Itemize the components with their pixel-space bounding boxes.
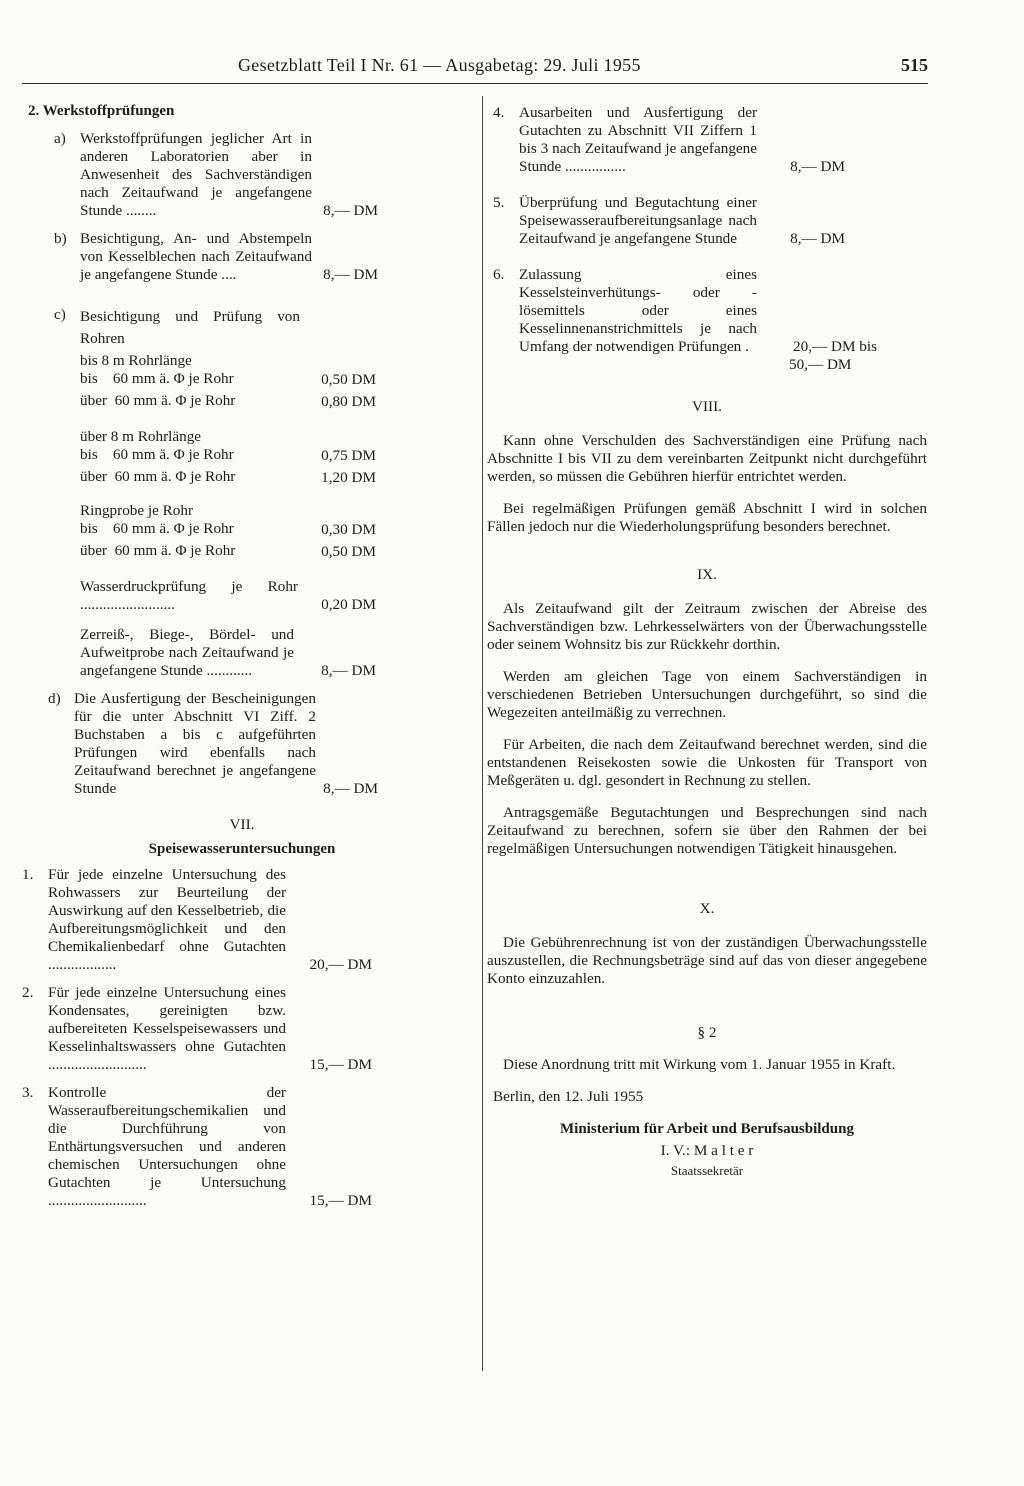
section-ix-paragraph-3: Für Arbeiten, die nach dem Zeitaufwand berechnet werden, sind die entstandenen Reisekosten sowie die Unkosten für Transport von Meßgeräten u. dgl. gesondert in Rechnung zu stellen. xyxy=(487,736,927,789)
c-row-2-text: über 60 mm ä. Φ je Rohr xyxy=(80,392,236,409)
item-c-label: c) xyxy=(54,306,66,323)
section-title-werkstoff: 2. Werkstoffprüfungen xyxy=(28,103,175,119)
item-c-text: Besichtigung und Prüfung von Rohren xyxy=(80,308,300,347)
item-b xyxy=(54,230,462,284)
item-a-fee: 8,— DM xyxy=(323,202,378,219)
column-divider xyxy=(482,96,483,1371)
c-sub-heading-2: über 8 m Rohrlänge xyxy=(80,428,202,445)
c-sub-heading-1: bis 8 m Rohrlänge xyxy=(80,352,192,369)
vii-item-1-text: Für jede einzelne Untersuchung des Rohwassers zur Beurteilung der Auswirkung auf den Kesselbetrieb, die Aufbereitungsmöglichkeit und den Chemikalienbedarf ohne Gutachten .................. xyxy=(48,866,286,973)
vii-item-6 xyxy=(493,266,927,356)
page-number: 515 xyxy=(901,55,928,75)
c-sub-heading-3: Ringprobe je Rohr xyxy=(80,502,194,519)
item-d-fee: 8,— DM xyxy=(323,780,378,797)
c-row-5 xyxy=(80,520,376,542)
section-viii-paragraph-1: Kann ohne Verschulden des Sachverständigen eine Prüfung nach Abschnitte I bis VII zu dem vereinbarten Zeitpunkt nicht durchgeführt werden, so müssen die Gebühren hierfür entrichtet werden. xyxy=(487,432,927,485)
item-d xyxy=(48,690,462,798)
right-column xyxy=(487,104,927,1180)
item-b-fee: 8,— DM xyxy=(323,266,378,283)
c-wasser-fee: 0,20 DM xyxy=(321,596,376,613)
section-x-paragraph-1: Die Gebührenrechnung ist von der zuständigen Überwachungsstelle auszustellen, die Rechnungsbeträge sind auf das von dieser angegebene Konto einzuzahlen. xyxy=(487,934,927,987)
signer-role: Staatssekretär xyxy=(670,1163,744,1178)
section-vii-number: VII. xyxy=(229,816,255,833)
vii-item-6-label: 6. xyxy=(493,266,505,283)
paragraph-2-text: Diese Anordnung tritt mit Wirkung vom 1. Januar 1955 in Kraft. xyxy=(503,1056,896,1073)
c-row-6-text: über 60 mm ä. Φ je Rohr xyxy=(80,542,236,559)
c-zerreiss-text: Zerreiß-, Biege-, Bördel- und Aufweitprobe nach Zeitaufwand je angefangene Stunde ............ xyxy=(80,626,294,679)
section-x-number: X. xyxy=(699,900,715,917)
vii-item-2-fee: 15,— DM xyxy=(309,1056,372,1073)
item-b-label: b) xyxy=(54,230,67,247)
paragraph-2-number: § 2 xyxy=(697,1024,717,1041)
vii-item-2-text: Für jede einzelne Untersuchung eines Kondensates, gereinigten bzw. aufbereiteten Kesselspeisewassers und Kesselinhaltswassers ohne Gutachten .......................... xyxy=(48,984,286,1073)
c-zerreiss-fee: 8,— DM xyxy=(321,662,376,679)
vii-item-6-fee-from: 20,— DM bis xyxy=(793,338,877,355)
c-row-3 xyxy=(80,446,376,468)
vii-item-3-text: Kontrolle der Wasseraufbereitungschemikalien und die Durchführung von Enthärtungsversuchen und anderen chemischen Untersuchungen ohne Gutachten je Untersuchung .......................... xyxy=(48,1084,286,1209)
section-viii-number: VIII. xyxy=(692,398,722,415)
vii-item-6-fee-to: 50,— DM xyxy=(789,356,852,373)
signer-name: I. V.: M a l t e r xyxy=(660,1142,754,1159)
item-b-text: Besichtigung, An- und Abstempeln von Kesselblechen nach Zeitaufwand je angefangene Stunde .... xyxy=(80,230,312,283)
vii-item-1-label: 1. xyxy=(22,866,34,883)
vii-item-5-text: Überprüfung und Begutachtung einer Speisewasseraufbereitungsanlage nach Zeitaufwand je angefangene Stunde xyxy=(519,194,757,247)
c-wasser-text: Wasserdruckprüfung je Rohr ......................... xyxy=(80,578,298,613)
c-row-2 xyxy=(80,392,376,414)
c-row-4-text: über 60 mm ä. Φ je Rohr xyxy=(80,468,236,485)
c-wasser xyxy=(80,578,376,614)
vii-item-3-fee: 15,— DM xyxy=(309,1192,372,1209)
vii-item-3 xyxy=(22,1084,462,1210)
item-c xyxy=(54,306,462,350)
c-row-4 xyxy=(80,468,376,490)
section-ix-paragraph-2: Werden am gleichen Tage von einem Sachverständigen in verschiedenen Betrieben Untersuchungen durchgeführt, so sind die Wegezeiten anteilmäßig zu verrechnen. xyxy=(487,668,927,721)
section-viii-paragraph-2: Bei regelmäßigen Prüfungen gemäß Abschnitt I wird in solchen Fällen jedoch nur die Wiederholungsprüfung besonders berechnet. xyxy=(487,500,927,535)
section-ix-paragraph-4: Antragsgemäße Begutachtungen und Besprechungen sind nach Zeitaufwand zu berechnen, sofern sie über den Rahmen der bei regelmäßigen Untersuchungen notwendigen Tätigkeit hinausgehen. xyxy=(487,804,927,857)
c-row-3-fee: 0,75 DM xyxy=(321,447,376,464)
vii-item-3-label: 3. xyxy=(22,1084,34,1101)
vii-item-4-label: 4. xyxy=(493,104,505,121)
vii-item-5-label: 5. xyxy=(493,194,505,211)
item-d-text: Die Ausfertigung der Bescheinigungen für die unter Abschnitt VI Ziff. 2 Buchstaben a bis c aufgeführten Prüfungen wird ebenfalls nach Zeitaufwand berechnet je angefangene Stunde xyxy=(74,690,316,797)
c-row-3-text: bis 60 mm ä. Φ je Rohr xyxy=(80,446,234,463)
header-title: Gesetzblatt Teil I Nr. 61 — Ausgabetag: 29. Juli 1955 xyxy=(238,55,641,75)
ministry-name: Ministerium für Arbeit und Berufsausbildung xyxy=(560,1121,854,1137)
vii-item-1 xyxy=(22,866,462,974)
item-c-tables xyxy=(80,352,376,680)
vii-item-5-fee: 8,— DM xyxy=(790,230,845,247)
c-row-6-fee: 0,50 DM xyxy=(321,543,376,560)
vii-item-2 xyxy=(22,984,462,1074)
c-row-1 xyxy=(80,370,376,392)
section-vii-title: Speisewasseruntersuchungen xyxy=(148,841,336,857)
vii-item-2-label: 2. xyxy=(22,984,34,1001)
left-column xyxy=(22,102,462,1210)
date-line: Berlin, den 12. Juli 1955 xyxy=(493,1088,644,1105)
c-row-2-fee: 0,80 DM xyxy=(321,393,376,410)
vii-item-4-fee: 8,— DM xyxy=(790,158,845,175)
section-ix-paragraph-1: Als Zeitaufwand gilt der Zeitraum zwischen der Abreise des Sachverständigen bzw. Lehrkesselwärters von der Überwachungsstelle oder seinem Wohnsitz bis zur Rückkehr dorthin. xyxy=(487,600,927,653)
vii-item-4-text: Ausarbeiten und Ausfertigung der Gutachten zu Abschnitt VII Ziffern 1 bis 3 nach Zeitaufwand je angefangene Stunde ................ xyxy=(519,104,757,175)
item-d-label: d) xyxy=(48,690,61,707)
section-ix-number: IX. xyxy=(697,566,717,583)
item-a-label: a) xyxy=(54,130,66,147)
c-row-6 xyxy=(80,542,376,564)
vii-item-4 xyxy=(493,104,927,176)
vii-item-6-text: Zulassung eines Kesselsteinverhütungs- oder -lösemittels oder eines Kesselinnenanstrichmittels je nach Umfang der notwendigen Prüfungen . xyxy=(519,266,757,355)
c-row-4-fee: 1,20 DM xyxy=(321,469,376,486)
c-row-5-text: bis 60 mm ä. Φ je Rohr xyxy=(80,520,234,537)
c-zerreiss xyxy=(80,626,376,680)
c-row-1-fee: 0,50 DM xyxy=(321,371,376,388)
c-row-1-text: bis 60 mm ä. Φ je Rohr xyxy=(80,370,234,387)
vii-item-1-fee: 20,— DM xyxy=(309,956,372,973)
page-header xyxy=(238,55,928,83)
item-a-text: Werkstoffprüfungen jeglicher Art in anderen Laboratorien aber in Anwesenheit des Sachverständigen nach Zeitaufwand je angefangene Stunde ........ xyxy=(80,130,312,219)
c-row-5-fee: 0,30 DM xyxy=(321,521,376,538)
vii-item-5 xyxy=(493,194,927,248)
item-a xyxy=(54,130,462,220)
header-rule xyxy=(22,83,928,84)
